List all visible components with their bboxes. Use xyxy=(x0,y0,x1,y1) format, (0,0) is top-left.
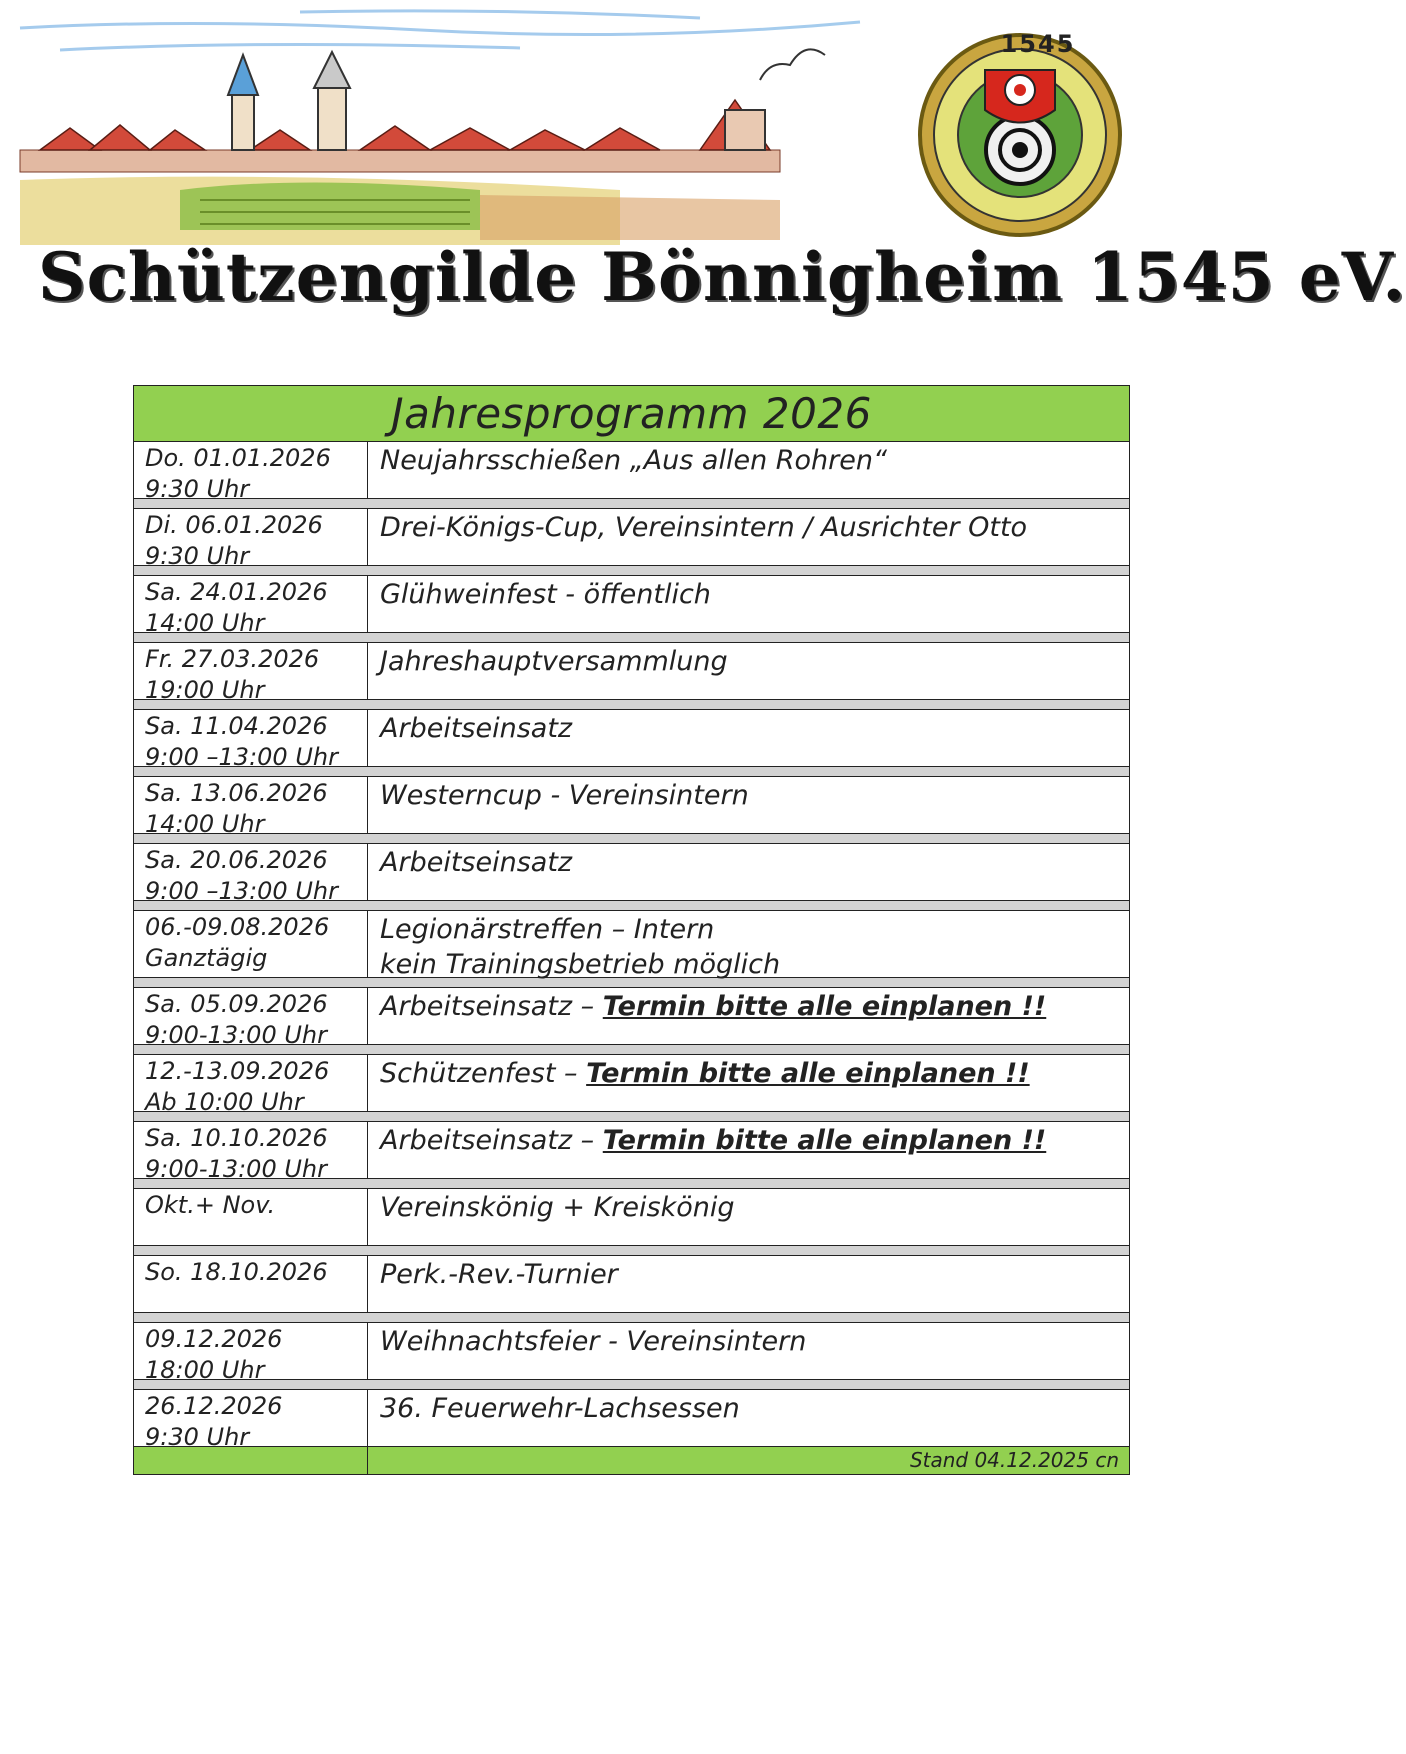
club-name-title: Schützengilde Bönnigheim 1545 eV. xyxy=(38,238,1406,316)
event-line xyxy=(380,1391,1117,1426)
event-date: Sa. 20.06.2026 xyxy=(145,846,328,874)
event-line xyxy=(380,1257,1117,1292)
row-separator xyxy=(134,1246,1129,1256)
event-cell xyxy=(368,442,1129,498)
event-title: Arbeitseinsatz – xyxy=(380,991,603,1022)
event-date: Di. 06.01.2026 xyxy=(145,511,323,539)
event-date: Sa. 13.06.2026 xyxy=(145,779,328,807)
row-separator xyxy=(134,1313,1129,1323)
event-line xyxy=(380,644,1117,679)
event-title: Glühweinfest - öffentlich xyxy=(380,579,711,610)
club-emblem xyxy=(920,35,1120,235)
event-title: Westerncup - Vereinsintern xyxy=(380,780,749,811)
event-time: 19:00 Uhr xyxy=(145,676,265,704)
table-row xyxy=(134,1189,1129,1246)
event-title: Legionärstreffen – Intern xyxy=(380,914,715,945)
date-cell xyxy=(134,1122,368,1183)
event-line xyxy=(380,711,1117,746)
event-time: 14:00 Uhr xyxy=(145,810,265,838)
event-title: Vereinskönig + Kreiskönig xyxy=(380,1192,735,1223)
date-cell xyxy=(134,1256,368,1312)
date-cell xyxy=(134,911,368,977)
date-cell xyxy=(134,509,368,570)
date-cell xyxy=(134,777,368,838)
table-row xyxy=(134,509,1129,570)
date-cell xyxy=(134,576,368,637)
event-title: Arbeitseinsatz – xyxy=(380,1125,603,1156)
date-cell xyxy=(134,710,368,771)
table-row xyxy=(134,442,1129,503)
event-line xyxy=(380,778,1117,813)
event-cell xyxy=(368,1323,1129,1379)
date-cell xyxy=(134,1390,368,1451)
event-emphasis-note: Termin bitte alle einplanen !! xyxy=(586,1058,1030,1089)
event-line xyxy=(380,912,1117,947)
event-date: Do. 01.01.2026 xyxy=(145,444,331,472)
event-cell xyxy=(368,643,1129,699)
event-title: Jahreshauptversammlung xyxy=(380,646,728,677)
event-cell xyxy=(368,1390,1129,1446)
event-cell xyxy=(368,1055,1129,1111)
event-time: 9:30 Uhr xyxy=(145,542,250,570)
event-title: Perk.-Rev.-Turnier xyxy=(380,1259,618,1290)
event-cell xyxy=(368,1189,1129,1245)
event-title: Drei-Königs-Cup, Vereinsintern / Ausrichter Otto xyxy=(380,512,1028,543)
event-line xyxy=(380,845,1117,880)
table-row xyxy=(134,911,1129,978)
event-cell xyxy=(368,710,1129,766)
event-date: Okt.+ Nov. xyxy=(145,1191,276,1219)
table-row xyxy=(134,1390,1129,1451)
event-cell xyxy=(368,777,1129,833)
footer-status-note: Stand 04.12.2025 cn xyxy=(909,1448,1119,1472)
table-body xyxy=(134,442,1129,1451)
event-title: Neujahrsschießen „Aus allen Rohren“ xyxy=(380,445,887,476)
event-time: 9:00-13:00 Uhr xyxy=(145,1021,327,1049)
event-date: Fr. 27.03.2026 xyxy=(145,645,320,673)
event-cell xyxy=(368,576,1129,632)
table-row xyxy=(134,1122,1129,1183)
event-title: 36. Feuerwehr-Lachsessen xyxy=(380,1393,740,1424)
date-cell xyxy=(134,1055,368,1116)
table-row xyxy=(134,576,1129,637)
table-row xyxy=(134,710,1129,771)
event-emphasis-note: Termin bitte alle einplanen !! xyxy=(602,1125,1047,1156)
event-time: 9:00 –13:00 Uhr xyxy=(145,877,338,905)
event-cell xyxy=(368,1256,1129,1312)
event-cell xyxy=(368,988,1129,1044)
table-row xyxy=(134,988,1129,1049)
event-line xyxy=(380,510,1117,545)
event-date: Sa. 24.01.2026 xyxy=(145,578,328,606)
event-date: Sa. 11.04.2026 xyxy=(145,712,328,740)
event-date: So. 18.10.2026 xyxy=(145,1258,328,1286)
event-line xyxy=(380,1056,1117,1091)
event-line xyxy=(380,577,1117,612)
event-emphasis-note: Termin bitte alle einplanen !! xyxy=(602,991,1047,1022)
event-date: 09.12.2026 xyxy=(145,1325,283,1353)
event-time: 9:30 Uhr xyxy=(145,1423,250,1451)
event-date: Sa. 05.09.2026 xyxy=(145,990,328,1018)
table-row xyxy=(134,844,1129,905)
event-time: 18:00 Uhr xyxy=(145,1356,265,1384)
date-cell xyxy=(134,1323,368,1384)
date-cell xyxy=(134,844,368,905)
event-cell xyxy=(368,911,1129,980)
event-title: Schützenfest – xyxy=(380,1058,587,1089)
table-row xyxy=(134,1323,1129,1384)
event-line xyxy=(380,1123,1117,1158)
table-row xyxy=(134,643,1129,704)
event-line xyxy=(380,989,1117,1024)
event-time: 14:00 Uhr xyxy=(145,609,265,637)
table-title: Jahresprogramm 2026 xyxy=(134,386,1129,442)
footer-left-cell xyxy=(134,1447,368,1474)
event-time: Ganztägig xyxy=(145,944,268,972)
event-time: 9:30 Uhr xyxy=(145,475,250,503)
event-date: 12.-13.09.2026 xyxy=(145,1057,330,1085)
event-title: Arbeitseinsatz xyxy=(380,713,573,744)
event-line xyxy=(380,1190,1117,1225)
event-cell xyxy=(368,509,1129,565)
event-date: 26.12.2026 xyxy=(145,1392,283,1420)
event-cell xyxy=(368,844,1129,900)
event-date: 06.-09.08.2026 xyxy=(145,913,330,941)
table-row xyxy=(134,1256,1129,1313)
table-row xyxy=(134,777,1129,838)
event-subline: kein Trainingsbetrieb möglich xyxy=(380,949,781,980)
table-footer xyxy=(134,1447,1129,1474)
event-time: Ab 10:00 Uhr xyxy=(145,1088,304,1116)
emblem-year: 1545 xyxy=(1000,30,1076,58)
event-time: 9:00-13:00 Uhr xyxy=(145,1155,327,1183)
date-cell xyxy=(134,442,368,503)
header-banner xyxy=(0,0,1406,330)
event-title: Weihnachtsfeier - Vereinsintern xyxy=(380,1326,807,1357)
event-line xyxy=(380,443,1117,478)
date-cell xyxy=(134,988,368,1049)
annual-program-table xyxy=(133,385,1130,1475)
event-time: 9:00 –13:00 Uhr xyxy=(145,743,338,771)
table-row xyxy=(134,1055,1129,1116)
event-date: Sa. 10.10.2026 xyxy=(145,1124,328,1152)
date-cell xyxy=(134,643,368,704)
event-cell xyxy=(368,1122,1129,1178)
date-cell xyxy=(134,1189,368,1245)
event-title: Arbeitseinsatz xyxy=(380,847,573,878)
event-line xyxy=(380,1324,1117,1359)
